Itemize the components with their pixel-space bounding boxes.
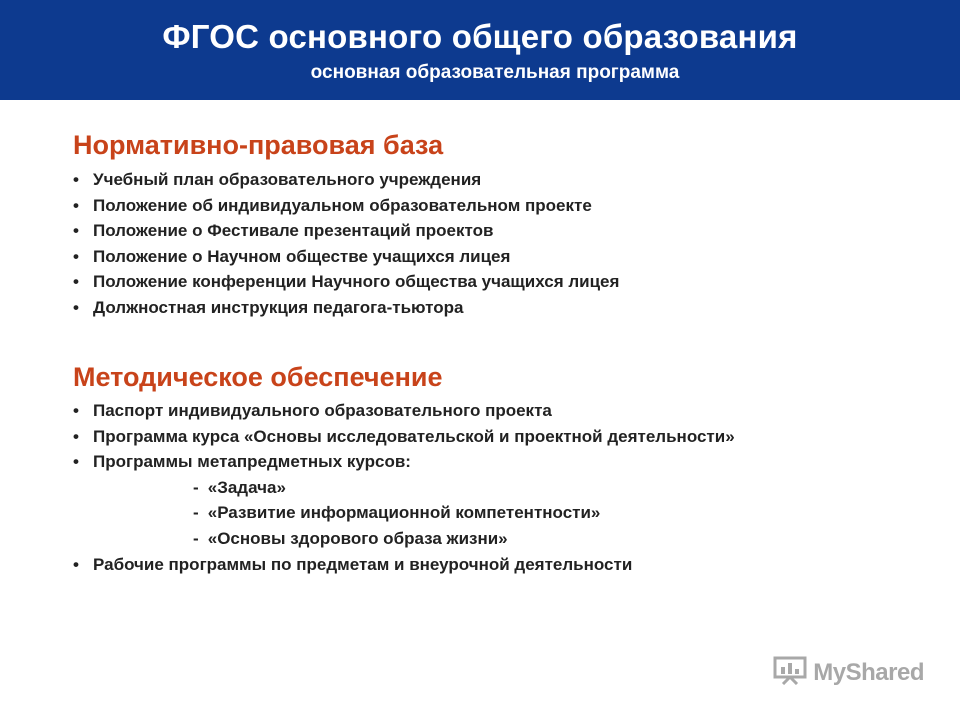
sub-list-item: - «Основы здорового образа жизни»: [73, 526, 735, 552]
watermark: [773, 655, 924, 690]
list-item: • Должностная инструкция педагога-тьютора: [73, 295, 619, 321]
list-item: • Паспорт индивидуального образовательного проекта: [73, 398, 735, 424]
list-item: • Положение конференции Научного общества учащихся лицея: [73, 269, 619, 295]
bullet-icon: •: [73, 170, 79, 189]
slide-header: [0, 0, 960, 100]
dash-icon: -: [193, 503, 199, 523]
methodical-list: [73, 398, 735, 577]
bullet-icon: •: [73, 554, 79, 574]
bullet-icon: •: [73, 221, 79, 241]
bullet-icon: •: [73, 401, 79, 420]
section-title-methodical: Методическое обеспечение: [73, 362, 443, 392]
bullet-icon: •: [73, 297, 79, 317]
list-item: • Положение об индивидуальном образовательном проекте: [73, 193, 619, 219]
list-item: • Положение о Фестивале презентаций проектов: [73, 218, 619, 244]
bullet-icon: •: [73, 452, 79, 472]
dash-icon: -: [193, 477, 199, 497]
watermark-text: MyShared: [813, 658, 924, 686]
slide-title: ФГОС основного общего образования: [162, 18, 798, 55]
sub-list-item: - «Развитие информационной компетентности»: [73, 500, 735, 526]
sub-list-item: - «Задача»: [73, 475, 735, 501]
bullet-icon: •: [73, 195, 79, 215]
list-item: • Программа курса «Основы исследовательской и проектной деятельности»: [73, 424, 735, 450]
list-item: • Учебный план образовательного учреждения: [73, 167, 619, 193]
legal-list: [73, 167, 619, 321]
bullet-icon: •: [73, 272, 79, 292]
list-item: • Рабочие программы по предметам и внеурочной деятельности: [73, 552, 735, 578]
dash-icon: -: [193, 528, 199, 548]
list-item: • Программы метапредметных курсов:: [73, 449, 735, 475]
slide-subtitle: основная образовательная программа: [310, 62, 680, 83]
presentation-board-icon: [773, 655, 807, 690]
bullet-icon: •: [73, 246, 79, 266]
section-title-legal: Нормативно-правовая база: [73, 130, 444, 160]
list-item: • Положение о Научном обществе учащихся лицея: [73, 244, 619, 270]
bullet-icon: •: [73, 426, 79, 446]
